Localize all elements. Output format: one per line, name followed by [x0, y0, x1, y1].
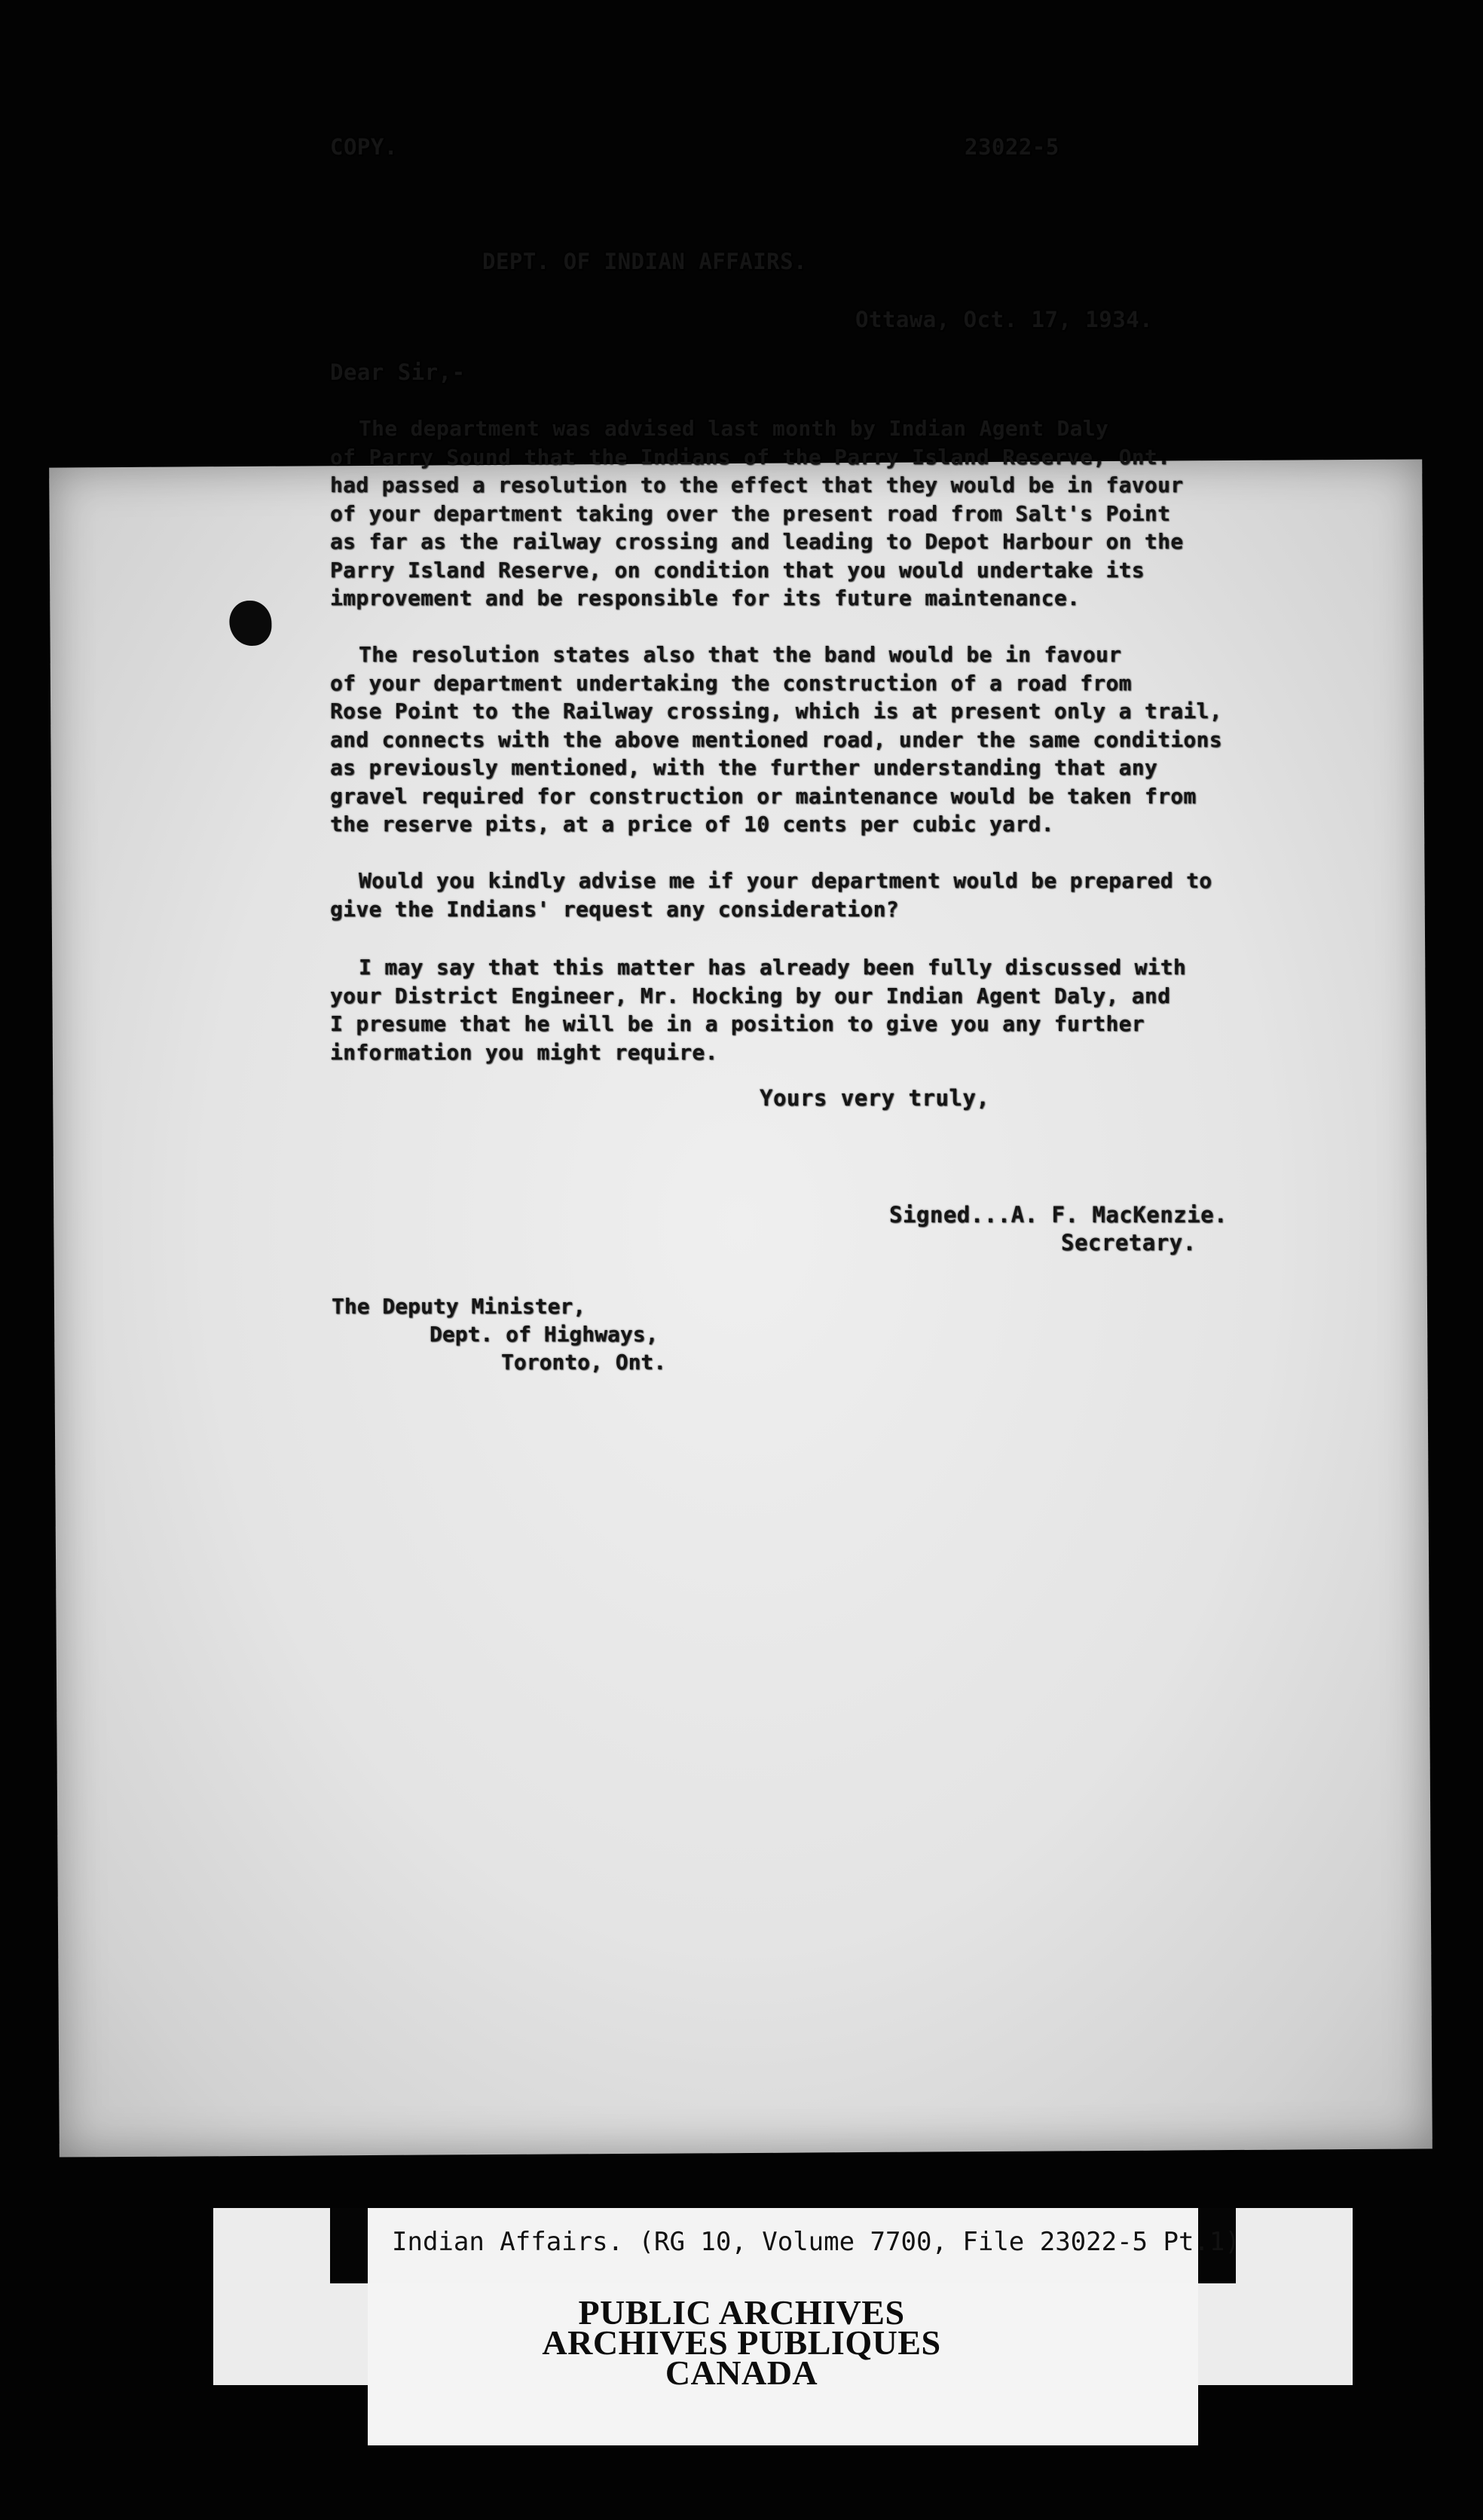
archive-stamp-line: PUBLIC ARCHIVES: [578, 2293, 905, 2332]
paragraph-line: The resolution states also that the band would be in favour: [359, 642, 1122, 667]
addressee-line: Dept. of Highways,: [430, 1322, 659, 1347]
department-heading: DEPT. OF INDIAN AFFAIRS.: [482, 249, 808, 274]
label-edge-left: [330, 2208, 368, 2283]
paragraph-line: and connects with the above mentioned road, under the same conditions: [330, 726, 1222, 752]
addressee-line: Toronto, Ont.: [501, 1350, 667, 1375]
copy-mark: COPY.: [330, 134, 398, 160]
archive-stamp-line: CANADA: [665, 2353, 818, 2392]
letter-date: Ottawa, Oct. 17, 1934.: [855, 307, 1154, 332]
paragraph-line: as previously mentioned, with the further understanding that any: [330, 755, 1158, 780]
paragraph-line: the reserve pits, at a price of 10 cents per cubic yard.: [330, 812, 1054, 836]
paragraph-line: The department was advised last month by Indian Agent Daly: [359, 416, 1109, 441]
closing: Yours very truly,: [760, 1085, 990, 1111]
paragraph-line: improvement and be responsible for its future maintenance.: [330, 586, 1081, 610]
archive-stamp-line: ARCHIVES PUBLIQUES: [542, 2323, 941, 2362]
paragraph-line: as far as the railway crossing and leading to Depot Harbour on the: [330, 529, 1184, 554]
paragraph-2: [330, 641, 1340, 839]
file-number: 23022-5: [965, 134, 1060, 160]
paragraph-line: Parry Island Reserve, on condition that you would undertake its: [330, 557, 1145, 583]
paragraph-line: of Parry Sound that the Indians of the Parry Island Reserve, Ont.: [330, 444, 1171, 469]
paragraph-4: [330, 953, 1340, 1066]
salutation: Dear Sir,-: [330, 359, 466, 385]
paragraph-line: I may say that this matter has already been fully discussed with: [359, 955, 1187, 980]
archive-citation: Indian Affairs. (RG 10, Volume 7700, File 23022-5 Pt.1): [392, 2227, 1240, 2257]
paragraph-line: of your department undertaking the construction of a road from: [330, 670, 1132, 696]
addressee-block: [332, 1292, 666, 1376]
paragraph-line: of your department taking over the present road from Salt's Point: [330, 500, 1171, 526]
paragraph-line: give the Indians' request any consideration?: [330, 896, 899, 922]
addressee-line: The Deputy Minister,: [332, 1294, 586, 1319]
paragraph-line: information you might require.: [330, 1039, 718, 1065]
paragraph-line: I presume that he will be in a position to give you any further: [330, 1011, 1145, 1036]
paragraph-line: your District Engineer, Mr. Hocking by our Indian Agent Daly, and: [330, 983, 1171, 1008]
paragraph-line: gravel required for construction or maintenance would be taken from: [330, 783, 1197, 809]
paragraph-line: had passed a resolution to the effect that they would be in favour: [330, 472, 1184, 497]
paragraph-1: [330, 414, 1340, 613]
paragraph-line: Rose Point to the Railway crossing, which is at present only a trail,: [330, 699, 1222, 723]
paragraph-3: [330, 867, 1340, 923]
punch-hole-mark: [229, 601, 271, 646]
paragraph-line: Would you kindly advise me if your department would be prepared to: [359, 868, 1212, 893]
signer-title: Secretary.: [1061, 1230, 1197, 1255]
signature-line: Signed...A. F. MacKenzie.: [889, 1202, 1228, 1228]
